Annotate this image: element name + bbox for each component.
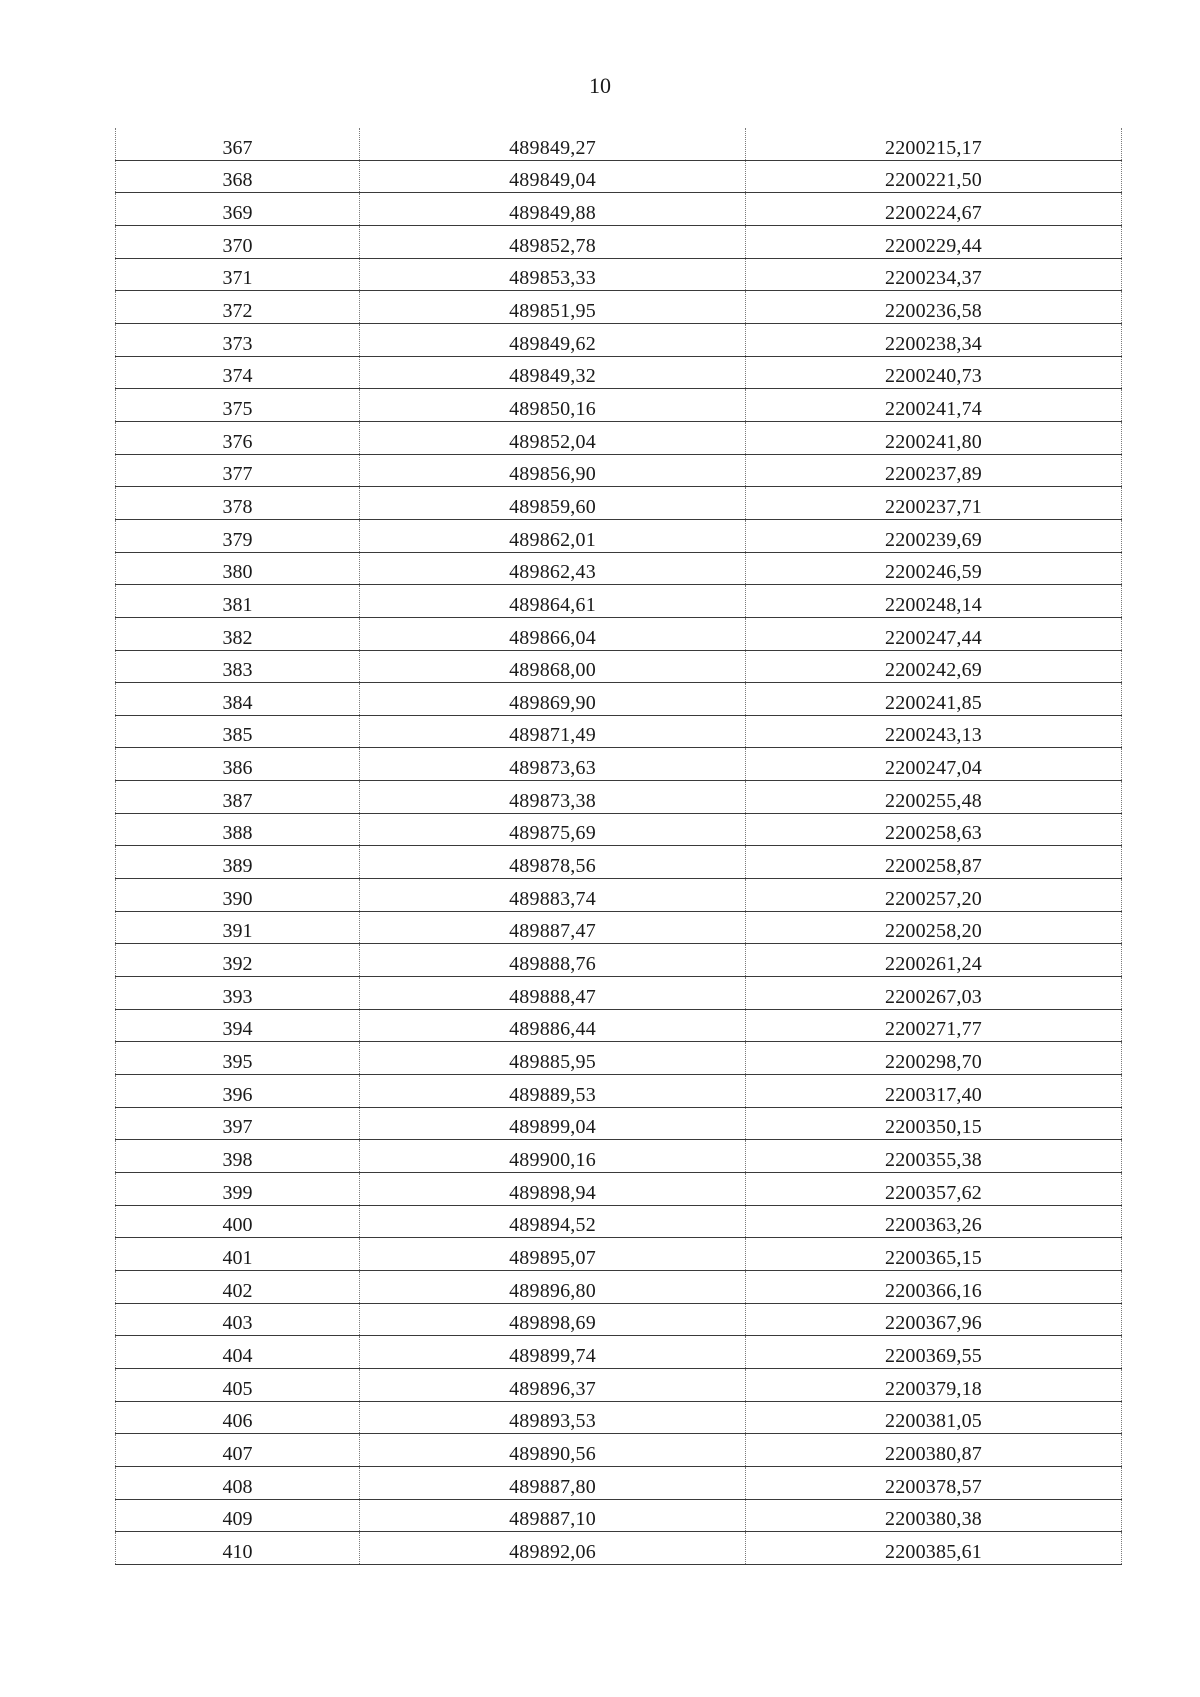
- table-row: [116, 1042, 1122, 1075]
- y-coordinate-cell: 2200317,40: [746, 1075, 1122, 1108]
- y-coordinate-cell: 2200369,55: [746, 1336, 1122, 1369]
- y-coordinate-cell: 2200215,17: [746, 128, 1122, 160]
- y-coordinate-cell: 2200241,74: [746, 389, 1122, 422]
- y-coordinate-cell: 2200248,14: [746, 585, 1122, 618]
- x-coordinate-cell: 489849,32: [360, 356, 746, 389]
- point-number-cell: 377: [116, 454, 360, 487]
- x-coordinate-cell: 489887,47: [360, 911, 746, 944]
- x-coordinate-cell: 489888,47: [360, 977, 746, 1010]
- point-number-cell: 405: [116, 1368, 360, 1401]
- x-coordinate-cell: 489883,74: [360, 879, 746, 912]
- x-coordinate-cell: 489894,52: [360, 1205, 746, 1238]
- point-number-cell: 394: [116, 1009, 360, 1042]
- table-row: [116, 1336, 1122, 1369]
- table-row: [116, 258, 1122, 291]
- y-coordinate-cell: 2200385,61: [746, 1532, 1122, 1565]
- x-coordinate-cell: 489856,90: [360, 454, 746, 487]
- x-coordinate-cell: 489889,53: [360, 1075, 746, 1108]
- x-coordinate-cell: 489885,95: [360, 1042, 746, 1075]
- y-coordinate-cell: 2200247,04: [746, 748, 1122, 781]
- point-number-cell: 392: [116, 944, 360, 977]
- y-coordinate-cell: 2200237,71: [746, 487, 1122, 520]
- point-number-cell: 384: [116, 683, 360, 716]
- table-row: [116, 683, 1122, 716]
- x-coordinate-cell: 489875,69: [360, 813, 746, 846]
- page-number: 10: [589, 73, 611, 98]
- point-number-cell: 388: [116, 813, 360, 846]
- y-coordinate-cell: 2200236,58: [746, 291, 1122, 324]
- x-coordinate-cell: 489893,53: [360, 1401, 746, 1434]
- y-coordinate-cell: 2200357,62: [746, 1173, 1122, 1206]
- table-row: [116, 1075, 1122, 1108]
- y-coordinate-cell: 2200355,38: [746, 1140, 1122, 1173]
- y-coordinate-cell: 2200267,03: [746, 977, 1122, 1010]
- x-coordinate-cell: 489849,88: [360, 193, 746, 226]
- y-coordinate-cell: 2200255,48: [746, 781, 1122, 814]
- y-coordinate-cell: 2200224,67: [746, 193, 1122, 226]
- point-number-cell: 369: [116, 193, 360, 226]
- table-row: [116, 1303, 1122, 1336]
- point-number-cell: 374: [116, 356, 360, 389]
- y-coordinate-cell: 2200298,70: [746, 1042, 1122, 1075]
- point-number-cell: 381: [116, 585, 360, 618]
- y-coordinate-cell: 2200257,20: [746, 879, 1122, 912]
- table-row: [116, 617, 1122, 650]
- x-coordinate-cell: 489871,49: [360, 715, 746, 748]
- table-row: [116, 781, 1122, 814]
- y-coordinate-cell: 2200271,77: [746, 1009, 1122, 1042]
- point-number-cell: 367: [116, 128, 360, 160]
- y-coordinate-cell: 2200241,80: [746, 421, 1122, 454]
- y-coordinate-cell: 2200258,87: [746, 846, 1122, 879]
- x-coordinate-cell: 489862,43: [360, 552, 746, 585]
- x-coordinate-cell: 489898,94: [360, 1173, 746, 1206]
- table-row: [116, 1434, 1122, 1467]
- y-coordinate-cell: 2200381,05: [746, 1401, 1122, 1434]
- point-number-cell: 382: [116, 617, 360, 650]
- table-row: [116, 650, 1122, 683]
- table-row: [116, 356, 1122, 389]
- table-row: [116, 1368, 1122, 1401]
- table-row: [116, 193, 1122, 226]
- y-coordinate-cell: 2200246,59: [746, 552, 1122, 585]
- point-number-cell: 373: [116, 323, 360, 356]
- point-number-cell: 399: [116, 1173, 360, 1206]
- point-number-cell: 403: [116, 1303, 360, 1336]
- table-row: [116, 911, 1122, 944]
- x-coordinate-cell: 489899,04: [360, 1107, 746, 1140]
- table-row: [116, 421, 1122, 454]
- table-row: [116, 160, 1122, 193]
- table-row: [116, 389, 1122, 422]
- table-row: [116, 846, 1122, 879]
- x-coordinate-cell: 489878,56: [360, 846, 746, 879]
- x-coordinate-cell: 489869,90: [360, 683, 746, 716]
- point-number-cell: 370: [116, 225, 360, 258]
- x-coordinate-cell: 489849,62: [360, 323, 746, 356]
- x-coordinate-cell: 489892,06: [360, 1532, 746, 1565]
- table-row: [116, 1532, 1122, 1565]
- x-coordinate-cell: 489850,16: [360, 389, 746, 422]
- y-coordinate-cell: 2200239,69: [746, 519, 1122, 552]
- table-row: [116, 552, 1122, 585]
- point-number-cell: 386: [116, 748, 360, 781]
- y-coordinate-cell: 2200367,96: [746, 1303, 1122, 1336]
- table-row: [116, 585, 1122, 618]
- x-coordinate-cell: 489887,80: [360, 1466, 746, 1499]
- point-number-cell: 383: [116, 650, 360, 683]
- point-number-cell: 375: [116, 389, 360, 422]
- point-number-cell: 395: [116, 1042, 360, 1075]
- point-number-cell: 409: [116, 1499, 360, 1532]
- table-row: [116, 977, 1122, 1010]
- y-coordinate-cell: 2200350,15: [746, 1107, 1122, 1140]
- point-number-cell: 385: [116, 715, 360, 748]
- y-coordinate-cell: 2200237,89: [746, 454, 1122, 487]
- y-coordinate-cell: 2200238,34: [746, 323, 1122, 356]
- point-number-cell: 408: [116, 1466, 360, 1499]
- y-coordinate-cell: 2200258,63: [746, 813, 1122, 846]
- point-number-cell: 393: [116, 977, 360, 1010]
- point-number-cell: 407: [116, 1434, 360, 1467]
- table-row: [116, 1270, 1122, 1303]
- table-row: [116, 519, 1122, 552]
- table-row: [116, 454, 1122, 487]
- y-coordinate-cell: 2200258,20: [746, 911, 1122, 944]
- x-coordinate-cell: 489899,74: [360, 1336, 746, 1369]
- table-row: [116, 715, 1122, 748]
- table-row: [116, 128, 1122, 160]
- table-row: [116, 487, 1122, 520]
- point-number-cell: 390: [116, 879, 360, 912]
- x-coordinate-cell: 489896,80: [360, 1270, 746, 1303]
- y-coordinate-cell: 2200366,16: [746, 1270, 1122, 1303]
- table-row: [116, 879, 1122, 912]
- y-coordinate-cell: 2200229,44: [746, 225, 1122, 258]
- x-coordinate-cell: 489853,33: [360, 258, 746, 291]
- x-coordinate-cell: 489849,27: [360, 128, 746, 160]
- y-coordinate-cell: 2200380,87: [746, 1434, 1122, 1467]
- x-coordinate-cell: 489849,04: [360, 160, 746, 193]
- x-coordinate-cell: 489866,04: [360, 617, 746, 650]
- table-row: [116, 944, 1122, 977]
- x-coordinate-cell: 489896,37: [360, 1368, 746, 1401]
- x-coordinate-cell: 489852,04: [360, 421, 746, 454]
- point-number-cell: 402: [116, 1270, 360, 1303]
- y-coordinate-cell: 2200242,69: [746, 650, 1122, 683]
- x-coordinate-cell: 489873,38: [360, 781, 746, 814]
- x-coordinate-cell: 489851,95: [360, 291, 746, 324]
- point-number-cell: 410: [116, 1532, 360, 1565]
- point-number-cell: 378: [116, 487, 360, 520]
- y-coordinate-cell: 2200234,37: [746, 258, 1122, 291]
- y-coordinate-cell: 2200363,26: [746, 1205, 1122, 1238]
- point-number-cell: 387: [116, 781, 360, 814]
- y-coordinate-cell: 2200379,18: [746, 1368, 1122, 1401]
- table-row: [116, 1238, 1122, 1271]
- coordinates-table-body: [116, 128, 1122, 1564]
- point-number-cell: 371: [116, 258, 360, 291]
- y-coordinate-cell: 2200378,57: [746, 1466, 1122, 1499]
- table-row: [116, 323, 1122, 356]
- point-number-cell: 406: [116, 1401, 360, 1434]
- table-row: [116, 1173, 1122, 1206]
- point-number-cell: 391: [116, 911, 360, 944]
- point-number-cell: 397: [116, 1107, 360, 1140]
- point-number-cell: 376: [116, 421, 360, 454]
- table-row: [116, 1499, 1122, 1532]
- table-row: [116, 1107, 1122, 1140]
- x-coordinate-cell: 489890,56: [360, 1434, 746, 1467]
- point-number-cell: 401: [116, 1238, 360, 1271]
- point-number-cell: 379: [116, 519, 360, 552]
- point-number-cell: 389: [116, 846, 360, 879]
- x-coordinate-cell: 489862,01: [360, 519, 746, 552]
- point-number-cell: 396: [116, 1075, 360, 1108]
- x-coordinate-cell: 489895,07: [360, 1238, 746, 1271]
- point-number-cell: 372: [116, 291, 360, 324]
- y-coordinate-cell: 2200247,44: [746, 617, 1122, 650]
- x-coordinate-cell: 489873,63: [360, 748, 746, 781]
- y-coordinate-cell: 2200261,24: [746, 944, 1122, 977]
- y-coordinate-cell: 2200241,85: [746, 683, 1122, 716]
- x-coordinate-cell: 489886,44: [360, 1009, 746, 1042]
- x-coordinate-cell: 489864,61: [360, 585, 746, 618]
- point-number-cell: 380: [116, 552, 360, 585]
- point-number-cell: 404: [116, 1336, 360, 1369]
- table-row: [116, 1140, 1122, 1173]
- x-coordinate-cell: 489888,76: [360, 944, 746, 977]
- table-row: [116, 291, 1122, 324]
- x-coordinate-cell: 489852,78: [360, 225, 746, 258]
- table-row: [116, 813, 1122, 846]
- point-number-cell: 368: [116, 160, 360, 193]
- y-coordinate-cell: 2200365,15: [746, 1238, 1122, 1271]
- table-row: [116, 1401, 1122, 1434]
- x-coordinate-cell: 489868,00: [360, 650, 746, 683]
- point-number-cell: 400: [116, 1205, 360, 1238]
- point-number-cell: 398: [116, 1140, 360, 1173]
- y-coordinate-cell: 2200221,50: [746, 160, 1122, 193]
- y-coordinate-cell: 2200240,73: [746, 356, 1122, 389]
- y-coordinate-cell: 2200243,13: [746, 715, 1122, 748]
- coordinates-table: [115, 128, 1122, 1565]
- table-row: [116, 1466, 1122, 1499]
- x-coordinate-cell: 489898,69: [360, 1303, 746, 1336]
- table-row: [116, 1009, 1122, 1042]
- y-coordinate-cell: 2200380,38: [746, 1499, 1122, 1532]
- x-coordinate-cell: 489859,60: [360, 487, 746, 520]
- table-row: [116, 748, 1122, 781]
- table-row: [116, 225, 1122, 258]
- x-coordinate-cell: 489887,10: [360, 1499, 746, 1532]
- table-row: [116, 1205, 1122, 1238]
- x-coordinate-cell: 489900,16: [360, 1140, 746, 1173]
